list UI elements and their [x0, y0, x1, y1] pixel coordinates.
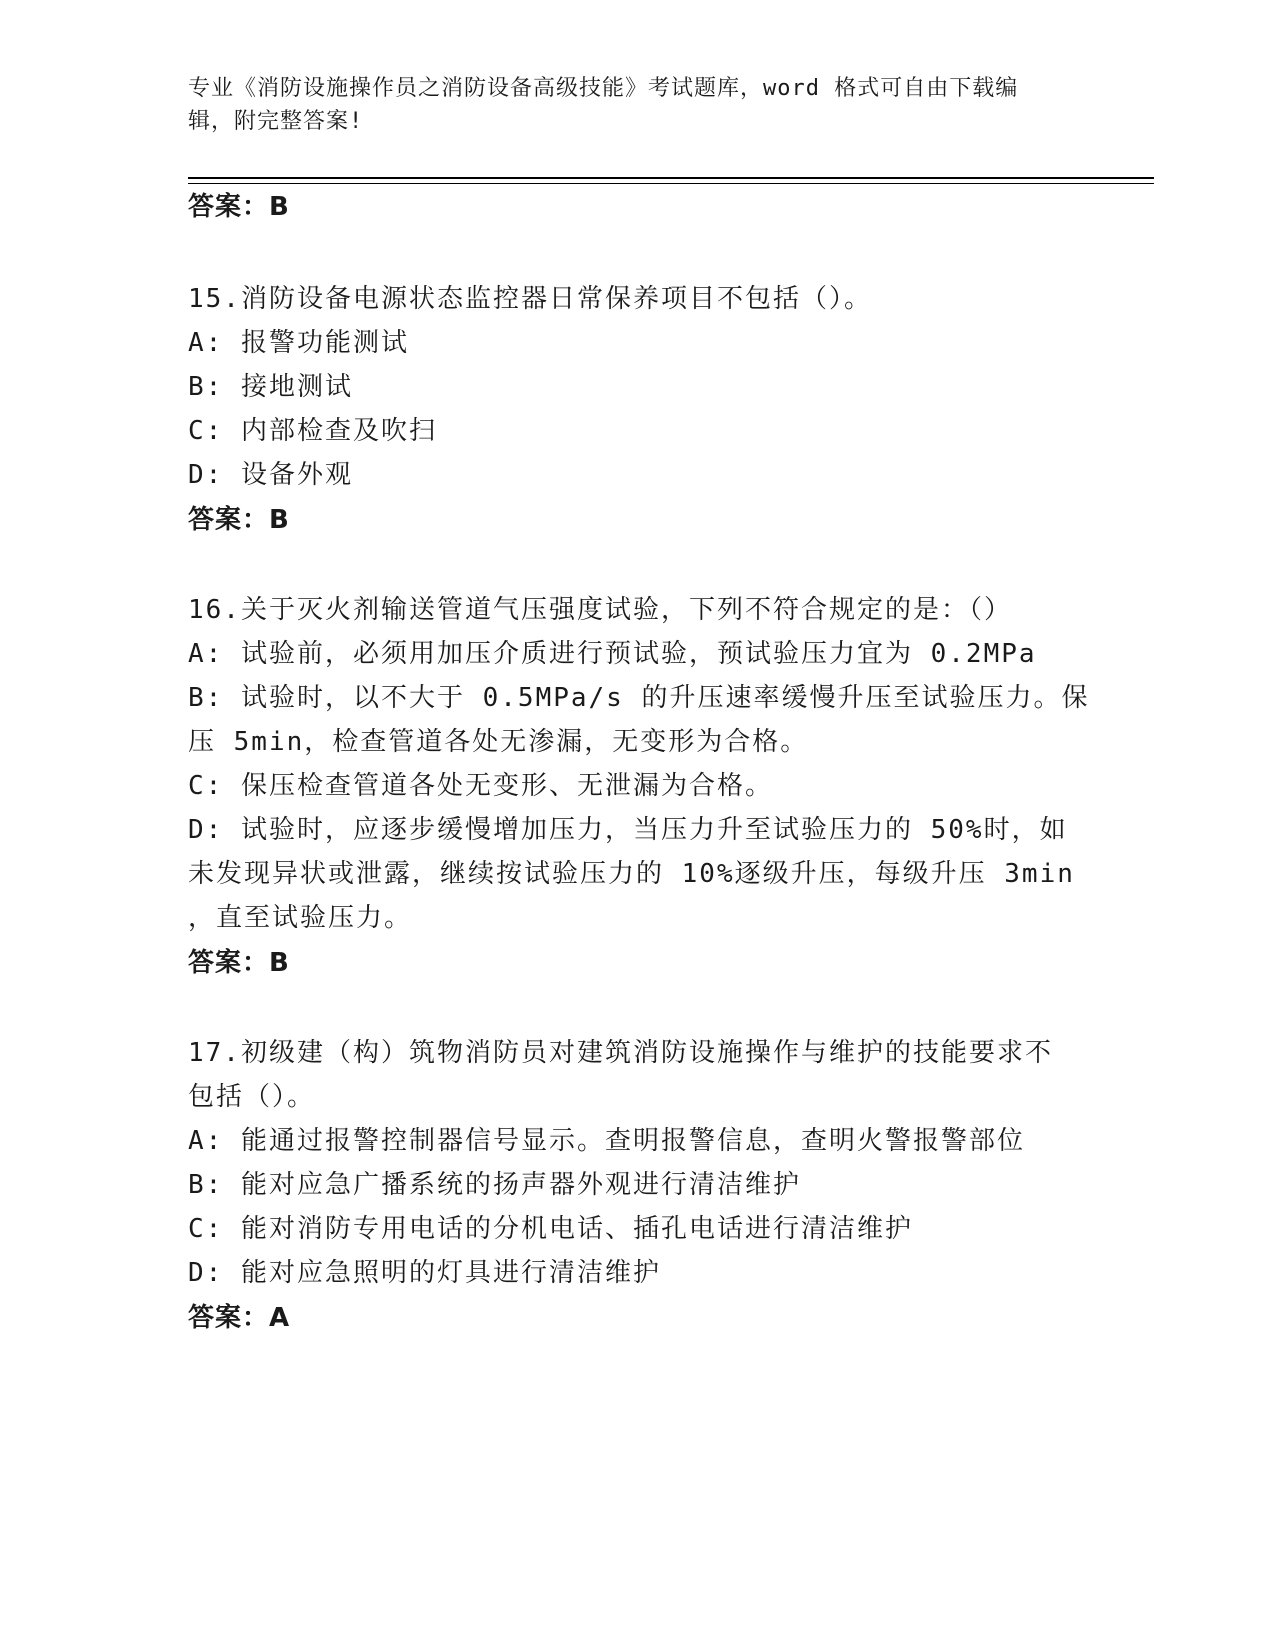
question-16-option-d-line-3: ，直至试验压力。 [188, 903, 413, 933]
question-15-stem: 15.消防设备电源状态监控器日常保养项目不包括（）。 [188, 284, 872, 314]
header-line-1: 专业《消防设施操作员之消防设备高级技能》考试题库，word 格式可自由下载编 [188, 76, 1019, 101]
question-16-option-d-line-2: 未发现异状或泄露，继续按试验压力的 10%逐级升压，每级升压 3min [188, 859, 1075, 889]
question-16-option-c: C: 保压检查管道各处无变形、无泄漏为合格。 [188, 771, 773, 801]
question-16-option-d-line-1: D: 试验时，应逐步缓慢增加压力，当压力升至试验压力的 50%时，如 [188, 815, 1068, 845]
question-15-option-b: B: 接地测试 [188, 372, 353, 402]
question-16-option-b-line-1: B: 试验时，以不大于 0.5MPa/s 的升压速率缓慢升压至试验压力。保 [188, 683, 1090, 713]
question-17-option-d: D: 能对应急照明的灯具进行清洁维护 [188, 1258, 661, 1288]
header-rule-thin [188, 183, 1154, 184]
question-15-answer: 答案：B [188, 505, 290, 535]
header-rule-thick [188, 177, 1154, 179]
question-15-option-a: A: 报警功能测试 [188, 328, 409, 358]
question-15-option-c: C: 内部检查及吹扫 [188, 416, 437, 446]
question-17-stem-line-2: 包括（）。 [188, 1082, 316, 1112]
question-16-option-a: A: 试验前，必须用加压介质进行预试验，预试验压力宜为 0.2MPa [188, 639, 1037, 669]
question-16-answer: 答案：B [188, 948, 290, 978]
question-17-answer: 答案：A [188, 1303, 291, 1333]
question-16-stem: 16.关于灭火剂输送管道气压强度试验，下列不符合规定的是：（） [188, 595, 1012, 625]
header-line-2: 辑，附完整答案! [188, 109, 364, 134]
question-17-stem-line-1: 17.初级建（构）筑物消防员对建筑消防设施操作与维护的技能要求不 [188, 1038, 1053, 1068]
question-15-option-d: D: 设备外观 [188, 460, 353, 490]
question-17-option-c: C: 能对消防专用电话的分机电话、插孔电话进行清洁维护 [188, 1214, 913, 1244]
answer-previous: 答案：B [188, 192, 290, 222]
question-17-option-a: A: 能通过报警控制器信号显示。查明报警信息，查明火警报警部位 [188, 1126, 1025, 1156]
page-header [188, 72, 1068, 138]
question-16-option-b-line-2: 压 5min，检查管道各处无渗漏，无变形为合格。 [188, 727, 809, 757]
question-17-option-b: B: 能对应急广播系统的扬声器外观进行清洁维护 [188, 1170, 801, 1200]
